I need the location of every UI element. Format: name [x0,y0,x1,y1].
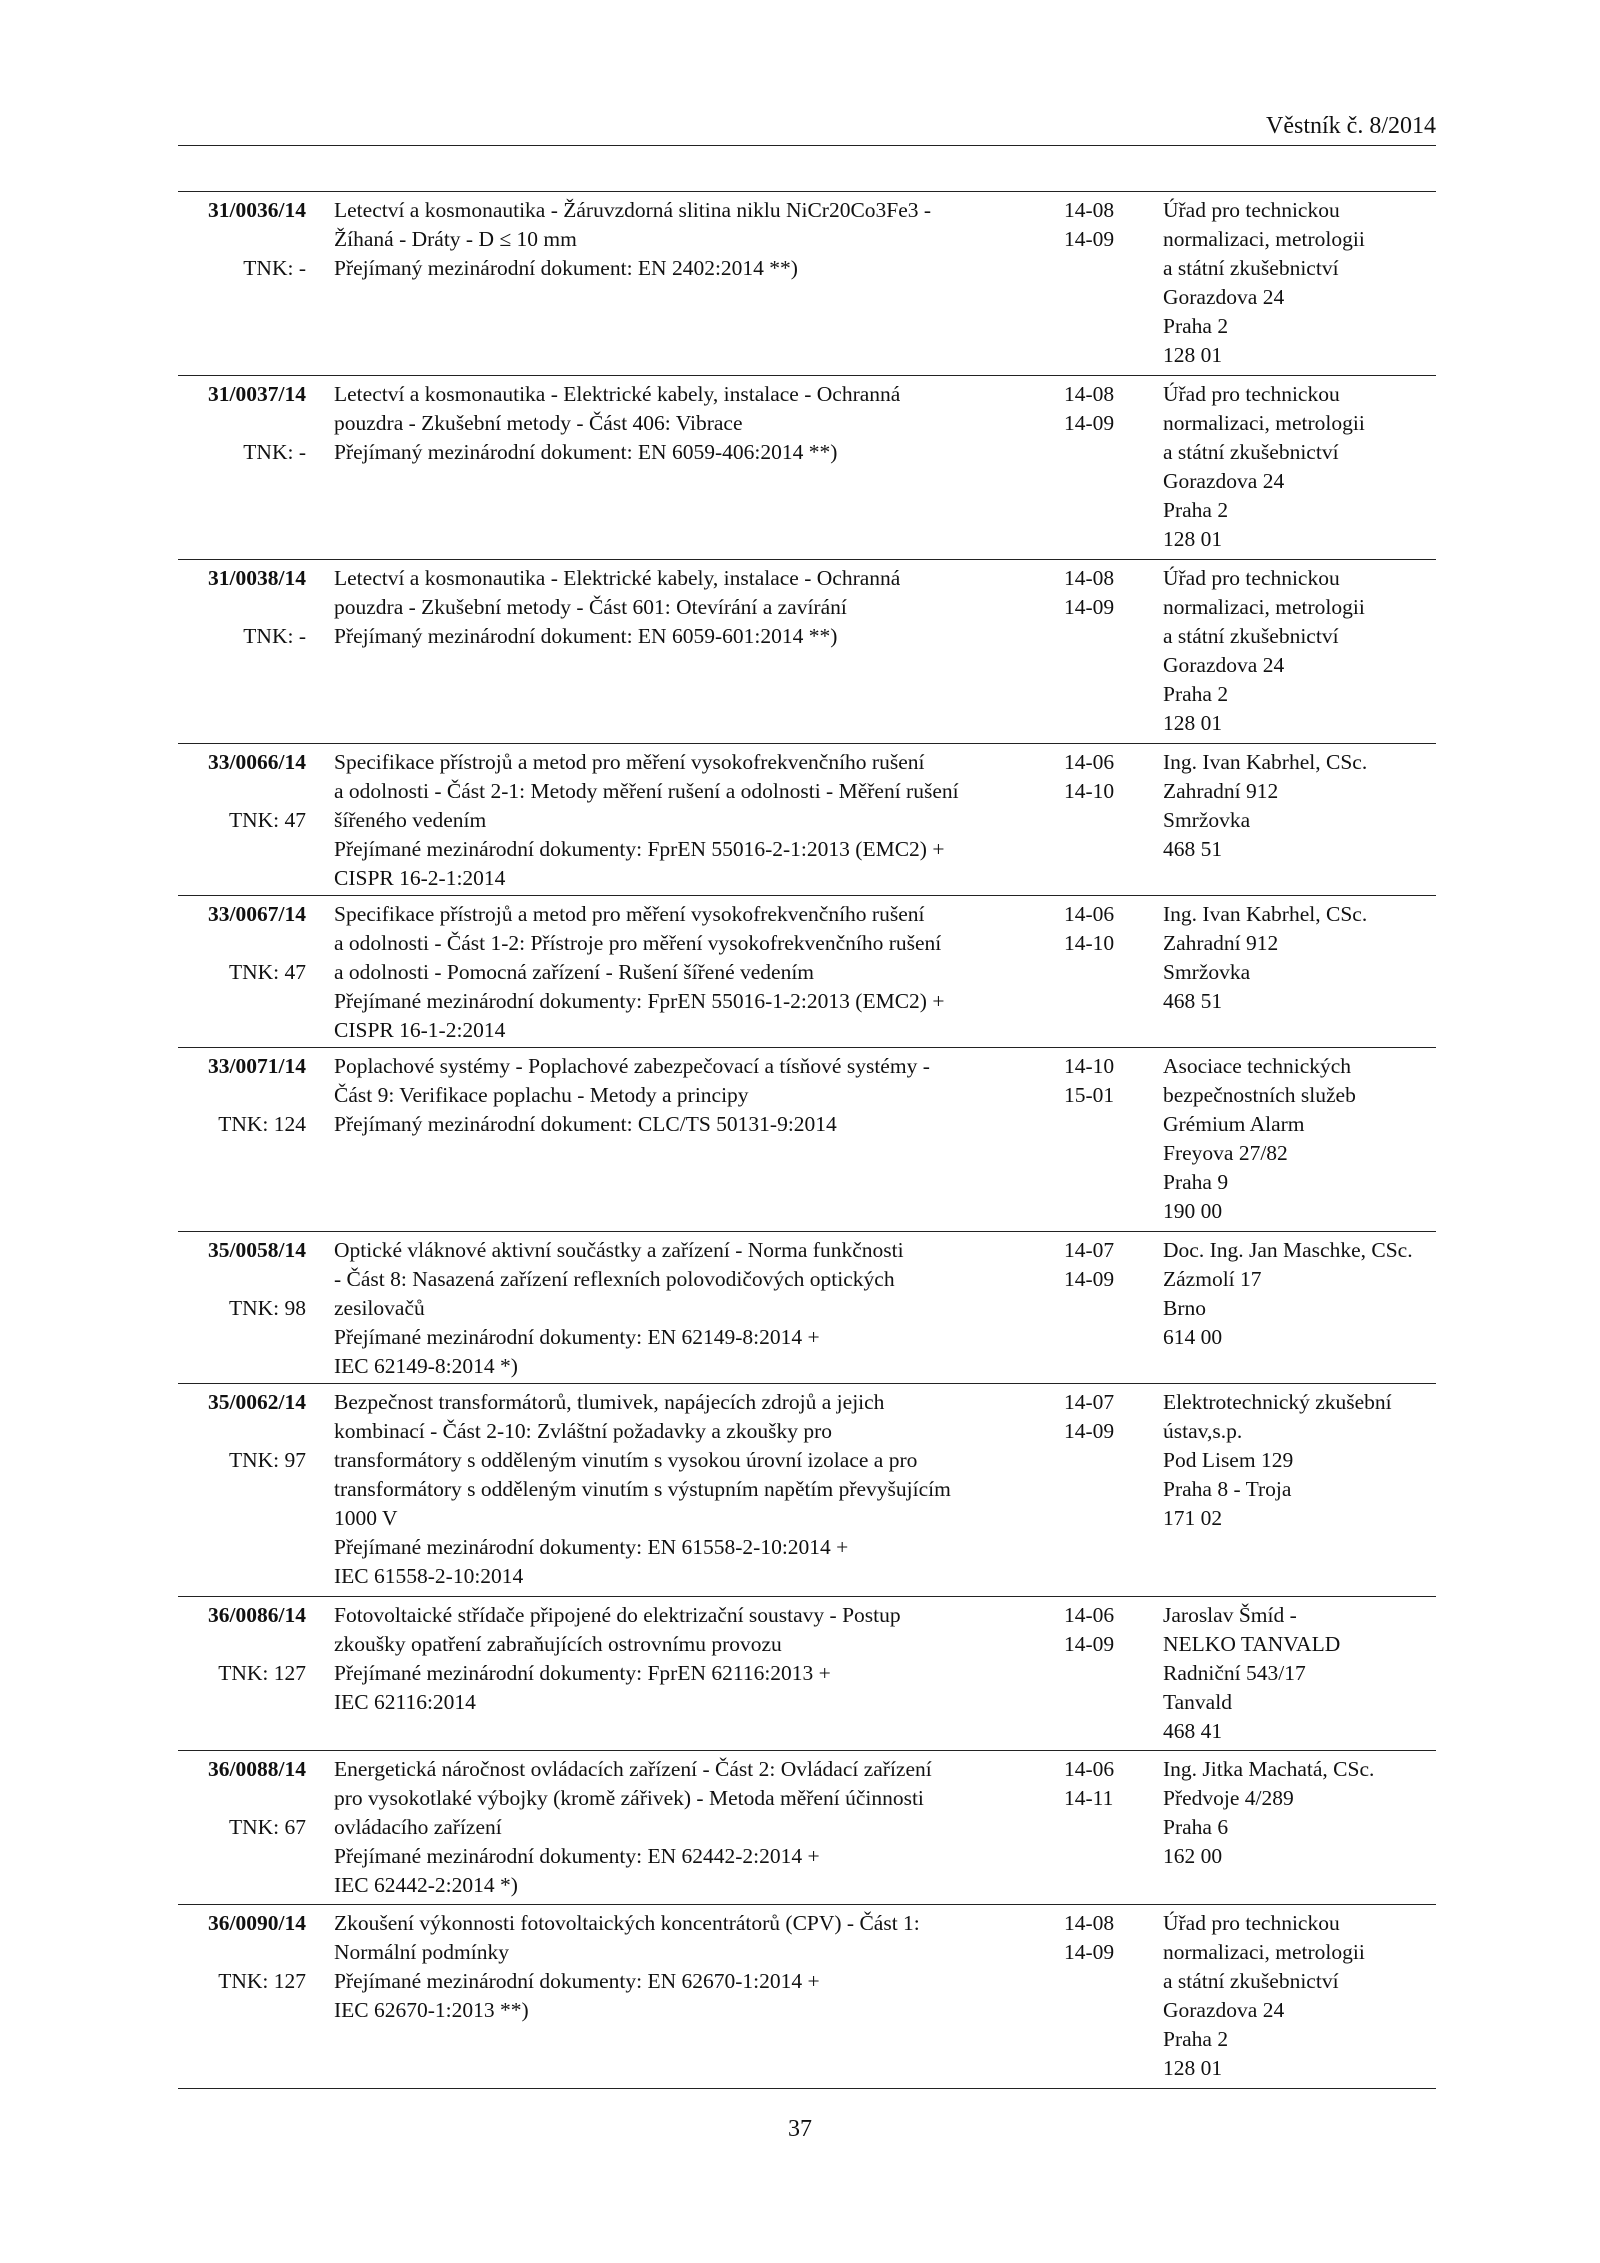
address-line: Radniční 543/17 [1163,1661,1306,1685]
address-line: Smržovka [1163,808,1251,832]
dates-cell [1064,748,1144,806]
dates-cell [1064,1909,1144,1967]
title-line: pouzdra - Zkušební metody - Část 406: Vibrace [334,411,743,435]
standard-number: 31/0037/14 [208,382,306,406]
title-line: Letectví a kosmonautika - Žáruvzdorná slitina niklu NiCr20Co3Fe3 - [334,198,932,222]
standard-number: 36/0088/14 [208,1757,306,1781]
address-line: ústav,s.p. [1163,1419,1243,1443]
address-line: Pod Lisem 129 [1163,1448,1294,1472]
address-cell [1163,1601,1438,1746]
title-line: IEC 61558-2-10:2014 [334,1564,524,1588]
title-line: Letectví a kosmonautika - Elektrické kabely, instalace - Ochranná [334,382,901,406]
address-line: Freyova 27/82 [1163,1141,1288,1165]
title-line: Normální podmínky [334,1940,509,1964]
tnk-label: TNK: 47 [228,960,306,984]
date-value: 14-09 [1064,1632,1115,1656]
date-value: 14-06 [1064,1603,1115,1627]
address-line: 190 00 [1163,1199,1223,1223]
standard-number: 33/0066/14 [208,750,306,774]
address-line: Předvoje 4/289 [1163,1786,1294,1810]
address-line: Grémium Alarm [1163,1112,1305,1136]
title-line: a odolnosti - Část 2-1: Metody měření rušení a odolnosti - Měření rušení [334,779,959,803]
address-line: 468 41 [1163,1719,1223,1743]
address-line: 171 02 [1163,1506,1223,1530]
date-value: 14-11 [1064,1786,1114,1810]
standard-id-cell [178,196,306,283]
address-line: NELKO TANVALD [1163,1632,1341,1656]
title-line: transformátory s odděleným vinutím s vysokou úrovní izolace a pro [334,1448,918,1472]
address-line: 128 01 [1163,527,1223,551]
title-line: Přejímané mezinárodní dokumenty: FprEN 62116:2013 + [334,1661,831,1685]
address-line: Praha 6 [1163,1815,1229,1839]
date-value: 14-06 [1064,902,1115,926]
address-line: Gorazdova 24 [1163,469,1285,493]
date-value: 14-09 [1064,411,1115,435]
address-line: Doc. Ing. Jan Maschke, CSc. [1163,1238,1413,1262]
address-line: Gorazdova 24 [1163,1998,1285,2022]
title-line: pouzdra - Zkušební metody - Část 601: Otevírání a zavírání [334,595,847,619]
date-value: 14-08 [1064,566,1115,590]
address-line: Praha 2 [1163,682,1229,706]
title-line: Optické vláknové aktivní součástky a zařízení - Norma funkčnosti [334,1238,904,1262]
address-line: 128 01 [1163,343,1223,367]
address-line: Zázmolí 17 [1163,1267,1262,1291]
date-value: 14-10 [1064,931,1115,955]
title-line: IEC 62149-8:2014 *) [334,1354,518,1378]
date-value: 14-09 [1064,1267,1115,1291]
page-number: 37 [788,2116,812,2142]
title-line: a odolnosti - Pomocná zařízení - Rušení šířené vedením [334,960,815,984]
standard-id-cell [178,900,306,987]
dates-cell [1064,1388,1144,1446]
date-value: 14-09 [1064,227,1115,251]
page-header: Věstník č. 8/2014 [1266,113,1436,139]
title-line: Zkoušení výkonnosti fotovoltaických koncentrátorů (CPV) - Část 1: [334,1911,920,1935]
address-line: 162 00 [1163,1844,1223,1868]
standard-number: 36/0090/14 [208,1911,306,1935]
address-cell [1163,900,1438,1016]
tnk-label: TNK: 127 [218,1661,306,1685]
address-line: normalizaci, metrologii [1163,595,1365,619]
address-line: a státní zkušebnictví [1163,624,1339,648]
date-value: 14-08 [1064,382,1115,406]
address-cell [1163,196,1438,370]
address-line: Úřad pro technickou [1163,566,1340,590]
address-line: a státní zkušebnictví [1163,256,1339,280]
title-line: Přejímané mezinárodní dokumenty: FprEN 55016-1-2:2013 (EMC2) + [334,989,945,1013]
address-line: normalizaci, metrologii [1163,227,1365,251]
address-line: 614 00 [1163,1325,1223,1349]
standard-id-cell [178,748,306,835]
tnk-label: TNK: 97 [228,1448,306,1472]
address-line: Ing. Ivan Kabrhel, CSc. [1163,902,1368,926]
address-line: Praha 9 [1163,1170,1229,1194]
tnk-label: TNK: - [243,256,306,280]
title-line: IEC 62670-1:2013 **) [334,1998,529,2022]
standard-id-cell [178,1909,306,1996]
date-value: 14-06 [1064,1757,1115,1781]
table-row [178,560,1436,744]
address-line: normalizaci, metrologii [1163,1940,1365,1964]
standard-id-cell [178,1601,306,1688]
date-value: 14-08 [1064,1911,1115,1935]
address-line: a státní zkušebnictví [1163,440,1339,464]
address-line: Gorazdova 24 [1163,285,1285,309]
address-line: Tanvald [1163,1690,1232,1714]
date-value: 14-08 [1064,198,1115,222]
date-value: 14-10 [1064,779,1115,803]
title-line: Přejímaný mezinárodní dokument: EN 6059-406:2014 **) [334,440,838,464]
title-line: zesilovačů [334,1296,425,1320]
address-line: Asociace technických [1163,1054,1352,1078]
title-line: Letectví a kosmonautika - Elektrické kabely, instalace - Ochranná [334,566,901,590]
title-line: IEC 62116:2014 [334,1690,476,1714]
dates-cell [1064,380,1144,438]
table-row [178,192,1436,376]
date-value: 14-09 [1064,1419,1115,1443]
standard-number: 33/0067/14 [208,902,306,926]
title-line: Specifikace přístrojů a metod pro měření vysokofrekvenčního rušení [334,750,925,774]
title-line: Přejímané mezinárodní dokumenty: FprEN 55016-2-1:2013 (EMC2) + [334,837,945,861]
address-line: Jaroslav Šmíd - [1163,1603,1297,1627]
title-line: Přejímaný mezinárodní dokument: CLC/TS 50131-9:2014 [334,1112,837,1136]
title-line: Poplachové systémy - Poplachové zabezpečovací a tísňové systémy - [334,1054,930,1078]
title-line: Specifikace přístrojů a metod pro měření vysokofrekvenčního rušení [334,902,925,926]
address-line: Praha 2 [1163,2027,1229,2051]
title-line: Přejímané mezinárodní dokumenty: EN 61558-2-10:2014 + [334,1535,849,1559]
address-line: Brno [1163,1296,1206,1320]
title-line: 1000 V [334,1506,398,1530]
address-cell [1163,1388,1438,1533]
title-line: Bezpečnost transformátorů, tlumivek, napájecích zdrojů a jejich [334,1390,885,1414]
date-value: 14-10 [1064,1054,1115,1078]
address-line: Zahradní 912 [1163,931,1279,955]
address-line: Praha 2 [1163,498,1229,522]
address-line: Gorazdova 24 [1163,653,1285,677]
tnk-label: TNK: 67 [228,1815,306,1839]
standard-number: 35/0058/14 [208,1238,306,1262]
standard-number: 31/0036/14 [208,198,306,222]
title-line: Energetická náročnost ovládacích zařízení - Část 2: Ovládací zařízení [334,1757,932,1781]
date-value: 14-07 [1064,1238,1115,1262]
title-line: CISPR 16-1-2:2014 [334,1018,506,1042]
standard-number: 35/0062/14 [208,1390,306,1414]
title-line: Žíhaná - Dráty - D ≤ 10 mm [334,227,577,251]
tnk-label: TNK: 124 [218,1112,306,1136]
title-line: Přejímané mezinárodní dokumenty: EN 62149-8:2014 + [334,1325,820,1349]
date-value: 15-01 [1064,1083,1115,1107]
tnk-label: TNK: 127 [218,1969,306,1993]
address-line: Ing. Jitka Machatá, CSc. [1163,1757,1375,1781]
title-line: pro vysokotlaké výbojky (kromě zářivek) - Metoda měření účinnosti [334,1786,924,1810]
table-row [178,1905,1436,2089]
address-line: 128 01 [1163,711,1223,735]
dates-cell [1064,1601,1144,1659]
address-line: Praha 2 [1163,314,1229,338]
date-value: 14-09 [1064,1940,1115,1964]
title-line: CISPR 16-2-1:2014 [334,866,506,890]
tnk-label: TNK: - [243,624,306,648]
address-line: Úřad pro technickou [1163,382,1340,406]
title-line: transformátory s odděleným vinutím s výstupním napětím převyšujícím [334,1477,951,1501]
address-cell [1163,748,1438,864]
title-line: Fotovoltaické střídače připojené do elektrizační soustavy - Postup [334,1603,901,1627]
address-line: a státní zkušebnictví [1163,1969,1339,1993]
standard-id-cell [178,1755,306,1842]
standard-id-cell [178,380,306,467]
table-row [178,376,1436,560]
standard-id-cell [178,1236,306,1323]
address-cell [1163,1909,1438,2083]
address-cell [1163,1052,1438,1226]
title-line: - Část 8: Nasazená zařízení reflexních polovodičových optických [334,1267,895,1291]
dates-cell [1064,1236,1144,1294]
table-row [178,1597,1436,1751]
title-line: zkoušky opatření zabraňujících ostrovnímu provozu [334,1632,782,1656]
address-line: Smržovka [1163,960,1251,984]
dates-cell [1064,1755,1144,1813]
title-line: Přejímaný mezinárodní dokument: EN 6059-601:2014 **) [334,624,838,648]
standard-id-cell [178,1388,306,1475]
table-row [178,1751,1436,1905]
address-line: 468 51 [1163,837,1223,861]
address-line: Praha 8 - Troja [1163,1477,1292,1501]
table-row [178,744,1436,896]
table-row [178,1232,1436,1384]
date-value: 14-09 [1064,595,1115,619]
address-line: Zahradní 912 [1163,779,1279,803]
tnk-label: TNK: 98 [228,1296,306,1320]
address-cell [1163,380,1438,554]
dates-cell [1064,1052,1144,1110]
address-cell [1163,1755,1438,1871]
address-cell [1163,1236,1438,1352]
table-row [178,896,1436,1048]
standard-id-cell [178,564,306,651]
tnk-label: TNK: - [243,440,306,464]
table-row [178,1048,1436,1232]
address-line: Úřad pro technickou [1163,198,1340,222]
title-line: Přejímané mezinárodní dokumenty: EN 62670-1:2014 + [334,1969,820,1993]
date-value: 14-06 [1064,750,1115,774]
address-line: 128 01 [1163,2056,1223,2080]
title-line: Přejímaný mezinárodní dokument: EN 2402:2014 **) [334,256,798,280]
dates-cell [1064,900,1144,958]
dates-cell [1064,564,1144,622]
standard-number: 36/0086/14 [208,1603,306,1627]
title-line: šířeného vedením [334,808,487,832]
address-line: normalizaci, metrologii [1163,411,1365,435]
dates-cell [1064,196,1144,254]
address-line: Elektrotechnický zkušební [1163,1390,1392,1414]
standard-number: 31/0038/14 [208,566,306,590]
header-rule [178,145,1436,146]
address-line: bezpečnostních služeb [1163,1083,1356,1107]
address-line: Úřad pro technickou [1163,1911,1340,1935]
tnk-label: TNK: 47 [228,808,306,832]
address-line: Ing. Ivan Kabrhel, CSc. [1163,750,1368,774]
date-value: 14-07 [1064,1390,1115,1414]
title-line: IEC 62442-2:2014 *) [334,1873,518,1897]
title-line: ovládacího zařízení [334,1815,502,1839]
standards-table [178,191,1436,2089]
address-line: 468 51 [1163,989,1223,1013]
standard-id-cell [178,1052,306,1139]
table-row [178,1384,1436,1597]
address-cell [1163,564,1438,738]
title-line: Část 9: Verifikace poplachu - Metody a principy [334,1083,749,1107]
title-line: kombinací - Část 2-10: Zvláštní požadavky a zkoušky pro [334,1419,832,1443]
standard-number: 33/0071/14 [208,1054,306,1078]
title-line: a odolnosti - Část 1-2: Přístroje pro měření vysokofrekvenčního rušení [334,931,942,955]
title-line: Přejímané mezinárodní dokumenty: EN 62442-2:2014 + [334,1844,820,1868]
